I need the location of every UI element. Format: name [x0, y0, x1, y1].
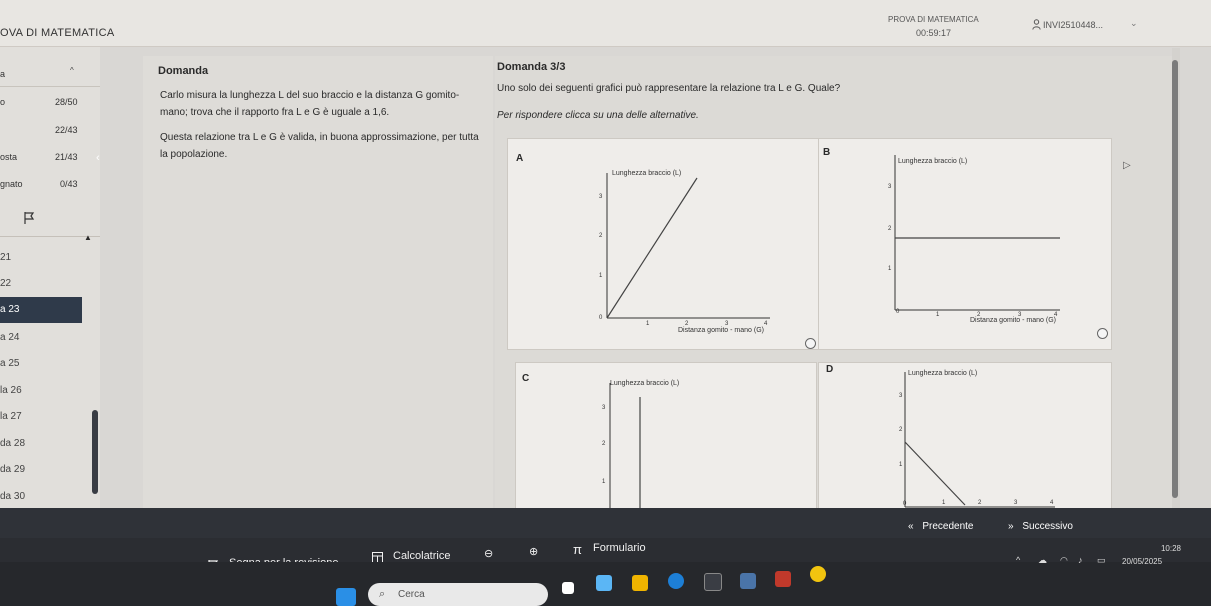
widgets-icon[interactable]	[596, 575, 612, 591]
tick-label: 0	[896, 309, 900, 315]
task-view-icon[interactable]	[562, 582, 574, 594]
option-b-radio[interactable]	[1097, 328, 1108, 339]
user-icon	[1032, 19, 1041, 30]
tick-label: 0	[599, 315, 603, 321]
tick-label: 3	[888, 184, 892, 190]
question-item[interactable]: la 26	[0, 385, 22, 396]
y-axis-label: Lunghezza braccio (L)	[898, 158, 968, 165]
tick-label: 4	[764, 321, 768, 327]
mcafee-icon[interactable]	[775, 571, 791, 587]
sidebar-header-label: a	[0, 69, 6, 79]
answer-title: Domanda 3/3	[497, 61, 566, 73]
onedrive-icon[interactable]: ☁	[1038, 555, 1047, 565]
chrome-icon[interactable]	[810, 566, 826, 582]
content-scrollbar[interactable]	[1172, 60, 1178, 498]
tick-label: 3	[725, 321, 729, 327]
stat-label: o	[0, 97, 6, 107]
user-id[interactable]: INVI2510448...	[1043, 20, 1104, 30]
sidebar-header	[0, 62, 100, 87]
collapse-sidebar-icon[interactable]: ‹	[96, 152, 100, 164]
tick-label: 1	[646, 321, 650, 327]
taskbar-clock[interactable]: 10:28	[1160, 544, 1181, 553]
scroll-up-icon[interactable]: ▲	[84, 233, 92, 242]
x-axis-label: Distanza gomito - mano (G)	[970, 317, 1056, 324]
tick-label: 1	[899, 462, 903, 468]
file-explorer-icon[interactable]	[632, 575, 648, 591]
question-text: Carlo misura la lunghezza L del suo braccio e la distanza G gomito-mano; trova che il rapporto fra L e G è uguale a 1,6.	[160, 90, 460, 118]
question-item[interactable]: a 24	[0, 332, 20, 343]
tick-label: 3	[1014, 500, 1018, 506]
tick-label: 3	[1018, 312, 1022, 318]
stat-count: 22/43	[55, 125, 78, 135]
mail-icon[interactable]	[740, 573, 756, 589]
option-a-radio[interactable]	[805, 338, 816, 349]
chevron-down-icon[interactable]: ⌄	[1130, 18, 1138, 28]
question-item[interactable]: a 25	[0, 358, 20, 369]
tick-label: 3	[599, 194, 603, 200]
calculator-button[interactable]: Calcolatrice	[393, 550, 451, 562]
timer: 00:59:17	[916, 28, 952, 38]
battery-icon[interactable]: ▭	[1097, 555, 1106, 565]
tick-label: 1	[942, 500, 946, 506]
question-item[interactable]: da 28	[0, 438, 26, 449]
next-label: Successivo	[1022, 521, 1073, 532]
tick-label: 2	[685, 321, 689, 327]
tick-label: 2	[977, 312, 981, 318]
tick-label: 2	[899, 427, 903, 433]
windows-start-icon[interactable]	[336, 588, 356, 606]
stat-count: 21/43	[55, 152, 78, 162]
answer-question: Uno solo dei seguenti grafici può rappresentare la relazione tra L e G. Quale?	[497, 83, 841, 94]
app-title: OVA DI MATEMATICA	[0, 27, 115, 39]
chart-d	[890, 367, 1070, 512]
tick-label: 2	[978, 500, 982, 506]
chart-c	[598, 375, 778, 525]
tick-label: 4	[1054, 312, 1058, 318]
zoom-out-icon[interactable]: ⊖	[484, 548, 494, 560]
question-item[interactable]: 22	[0, 278, 12, 289]
y-axis-label: Lunghezza braccio (L)	[908, 370, 978, 377]
cursor-icon: ▷	[1123, 160, 1131, 171]
option-letter: B	[823, 147, 831, 158]
tick-label: 3	[602, 405, 606, 411]
zoom-in-icon[interactable]: ⊕	[529, 546, 539, 558]
edge-browser-icon[interactable]	[668, 573, 684, 589]
x-axis-label: Distanza gomito - mano (G)	[678, 327, 764, 334]
chart-a	[590, 163, 780, 333]
tray-chevron-icon[interactable]: ^	[1016, 555, 1021, 565]
sidebar-scrollbar[interactable]	[92, 410, 98, 494]
taskbar-date[interactable]: 20/05/2025	[1122, 557, 1163, 566]
tick-label: 1	[599, 273, 603, 279]
stat-count: 0/43	[60, 179, 78, 189]
exam-title: PROVA DI MATEMATICA	[888, 15, 979, 24]
next-button[interactable]	[1008, 521, 1073, 532]
formulas-button[interactable]: Formulario	[593, 542, 646, 554]
question-item[interactable]: da 30	[0, 491, 26, 502]
search-label: Cerca	[398, 589, 425, 600]
y-axis-label: Lunghezza braccio (L)	[610, 380, 680, 387]
option-letter: A	[516, 153, 524, 164]
tick-label: 2	[602, 441, 606, 447]
option-letter: D	[826, 364, 834, 375]
chevron-up-icon[interactable]: ^	[70, 66, 74, 75]
question-item-active[interactable]: a 23	[0, 297, 82, 323]
chart-b	[880, 150, 1065, 325]
wifi-icon[interactable]: ◠	[1060, 555, 1068, 565]
question-item[interactable]: 21	[0, 252, 12, 263]
tick-label: 2	[888, 226, 892, 232]
question-item[interactable]: da 29	[0, 464, 26, 475]
search-icon: ⌕	[379, 588, 386, 600]
double-chevron-right-icon: »	[1008, 521, 1014, 532]
question-text-2: Questa relazione tra L e G è valida, in buona approssimazione, per tutta la popolazione.	[160, 132, 479, 160]
store-icon[interactable]	[704, 573, 722, 591]
tick-label: 1	[602, 479, 606, 485]
tick-label: 1	[936, 312, 940, 318]
top-bar	[0, 0, 1211, 47]
flag-icon[interactable]	[22, 211, 36, 225]
previous-label: Precedente	[922, 521, 974, 532]
volume-icon[interactable]: ♪	[1078, 555, 1083, 565]
tick-label: 2	[599, 233, 603, 239]
tick-label: 1	[888, 266, 892, 272]
tick-label: 4	[1050, 500, 1054, 506]
question-title: Domanda	[158, 65, 209, 77]
question-panel	[143, 56, 493, 536]
tick-label: 0	[903, 501, 907, 507]
stat-label: gnato	[0, 179, 23, 189]
stat-count: 28/50	[55, 97, 78, 107]
question-item[interactable]: la 27	[0, 411, 22, 422]
tick-label: 3	[899, 393, 903, 399]
previous-button[interactable]	[908, 521, 974, 532]
taskbar-search-box[interactable]	[368, 583, 548, 606]
y-axis-label: Lunghezza braccio (L)	[612, 170, 682, 177]
answer-hint: Per rispondere clicca su una delle alternative.	[497, 110, 699, 121]
option-letter: C	[522, 373, 530, 384]
double-chevron-left-icon: «	[908, 521, 914, 532]
pi-icon: π	[573, 542, 582, 557]
stat-label: osta	[0, 152, 18, 162]
